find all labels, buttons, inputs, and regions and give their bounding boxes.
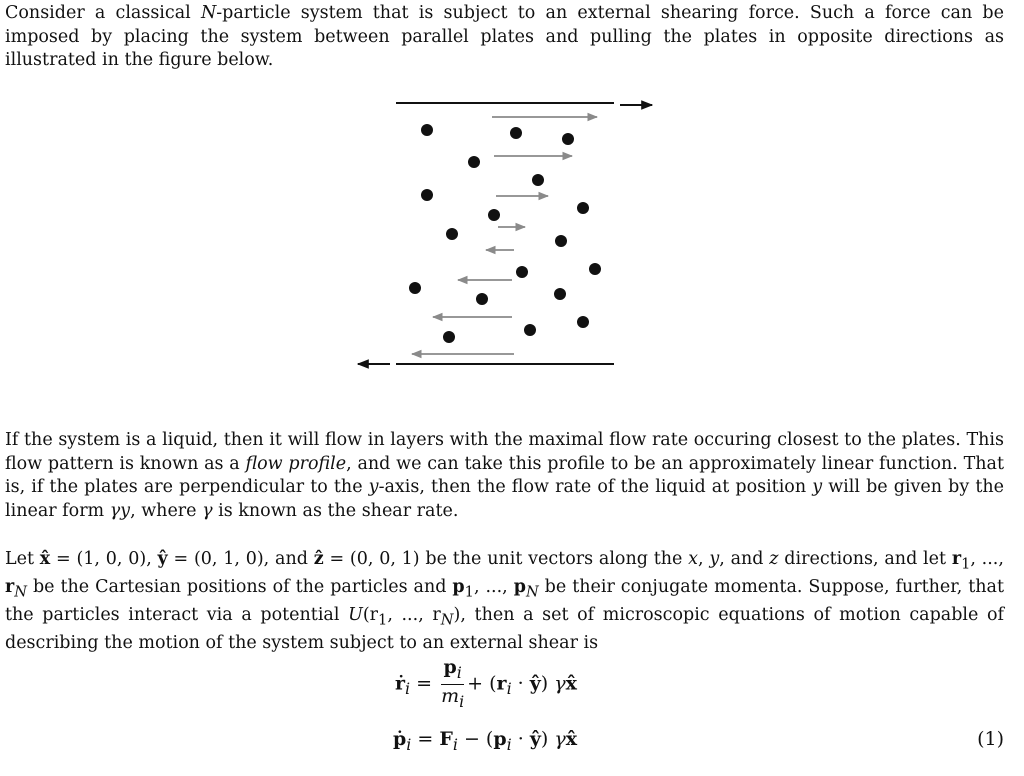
paragraph-flow-profile: If the system is a liquid, then it will flow in layers with the maximal flow rate occuring closest to the plates. This flow pattern is known as a flow profile, and we can take this profile to be an approximately linear function. That is, if the plates are perpendicular to the y-axis, then the flow rate of the liquid at position y will be given by the linear form γy, where γ is known as the shear rate. [5,430,1005,521]
particle [510,127,522,139]
particle [532,174,544,186]
particle [476,293,488,305]
momentum-mass-fraction: $\frac{p_i}{m_i}$ [441,656,465,711]
particle [524,324,536,336]
particle [516,266,528,278]
particle [554,288,566,300]
particle [577,202,589,214]
particle [409,282,421,294]
equation-position: ṙ$_i$ = $\frac{p_i}{m_i}$ + ($r_i$ · ŷ) γx̂ [395,656,577,711]
particle [562,133,574,145]
equation-number: (1) [977,728,1004,750]
particle [555,235,567,247]
particle [589,263,601,275]
paragraph-equations-setup: Let x̂ = (1, 0, 0), ŷ = (0, 1, 0), and ẑ = (0, 0, 1) be the unit vectors along the x, y, and z directions, and let $r_1$, ..., $r_N$ be the Cartesian positions of the particles and $p_1$, ..., $p_N$ be their conjugate momenta. Suppose, further, that the particles interact via a potential $U(r_1$, ..., $r_N$), then a set of microscopic equations of motion capable of describing the motion of the system subject to an external shear is [5,549,1005,653]
particle [577,316,589,328]
particle [443,331,455,343]
equation-momentum: ṗ$_i$ = $F_i - (p_i$ · ŷ) γx̂ [393,728,578,754]
particle [421,124,433,136]
particle [446,228,458,240]
paragraph-intro: Consider a classical N-particle system that is subject to an external shearing force. Such a force can be imposed by placing the system between parallel plates and pulling the plates in opposite directions as illustrated in the figure below. [5,3,1004,70]
particle [468,156,480,168]
particle [421,189,433,201]
particle [488,209,500,221]
